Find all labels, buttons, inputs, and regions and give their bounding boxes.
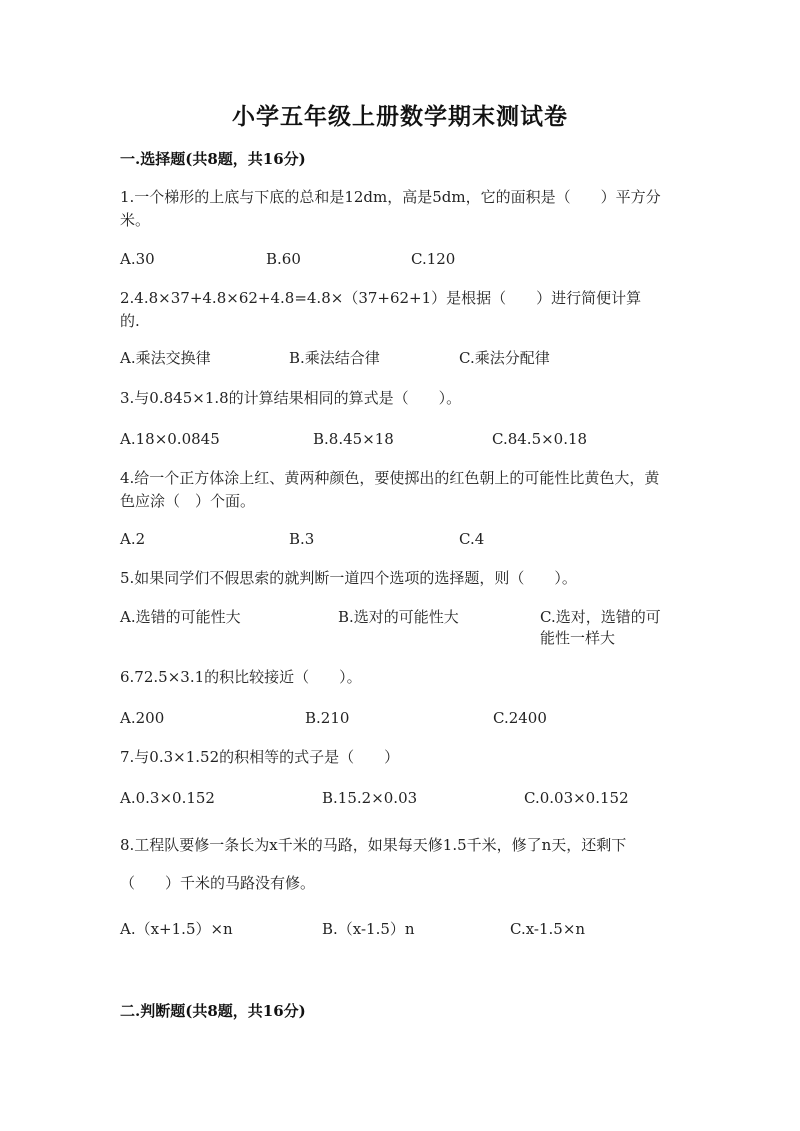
option-b: B.15.2×0.03 xyxy=(322,789,418,807)
option-c: C.0.03×0.152 xyxy=(524,789,629,807)
question-1: 1.一个梯形的上底与下底的总和是12dm，高是5dm，它的面积是（ ）平方分米。 xyxy=(120,188,661,229)
question-2: 2.4.8×37+4.8×62+4.8=4.8×（37+62+1）是根据（ ）进行简便计算的. xyxy=(120,289,642,330)
option-a: A.200 xyxy=(120,709,165,727)
option-b: B.8.45×18 xyxy=(313,430,394,448)
option-a: A.18×0.0845 xyxy=(120,430,220,448)
question-8-options xyxy=(120,919,680,963)
option-b: B.210 xyxy=(305,709,350,727)
option-b: B.3 xyxy=(289,530,315,548)
option-b: B.乘法结合律 xyxy=(289,349,380,367)
question-6: 6.72.5×3.1的积比较接近（ ）。 xyxy=(120,668,362,686)
option-a: A.30 xyxy=(120,250,155,268)
option-c: C.120 xyxy=(411,250,456,268)
question-5-options xyxy=(120,607,680,651)
option-c: C.2400 xyxy=(493,709,547,727)
section-heading-choice: 一.选择题(共8题，共16分) xyxy=(120,150,306,168)
option-b: B.选对的可能性大 xyxy=(338,608,459,626)
question-8: 8.工程队要修一条长为x千米的马路，如果每天修1.5千米，修了n天，还剩下（ ）千米的马路没有修。 xyxy=(120,836,627,892)
option-b: B.（x-1.5）n xyxy=(322,920,415,938)
option-a: A.（x+1.5）×n xyxy=(120,920,233,938)
question-3: 3.与0.845×1.8的计算结果相同的算式是（ ）。 xyxy=(120,389,462,407)
page-title: 小学五年级上册数学期末测试卷 xyxy=(232,103,568,130)
option-c: C.选对，选错的可能性一样大 xyxy=(540,608,661,647)
option-c: C.84.5×0.18 xyxy=(492,430,588,448)
option-c: C.乘法分配律 xyxy=(459,349,550,367)
question-2-options xyxy=(120,348,680,392)
option-b: B.60 xyxy=(266,250,301,268)
option-a: A.2 xyxy=(120,530,146,548)
option-c: C.x-1.5×n xyxy=(510,920,586,938)
option-a: A.乘法交换律 xyxy=(120,349,211,367)
option-a: A.选错的可能性大 xyxy=(120,608,241,626)
option-a: A.0.3×0.152 xyxy=(120,789,215,807)
section-heading-judgement: 二.判断题(共8题，共16分) xyxy=(120,1002,306,1020)
question-5: 5.如果同学们不假思索的就判断一道四个选项的选择题，则（ ）。 xyxy=(120,569,577,587)
option-c: C.4 xyxy=(459,530,485,548)
question-4: 4.给一个正方体涂上红、黄两种颜色，要使掷出的红色朝上的可能性比黄色大，黄色应涂（ ）个面。 xyxy=(120,469,660,510)
question-7: 7.与0.3×1.52的积相等的式子是（ ） xyxy=(120,748,400,766)
